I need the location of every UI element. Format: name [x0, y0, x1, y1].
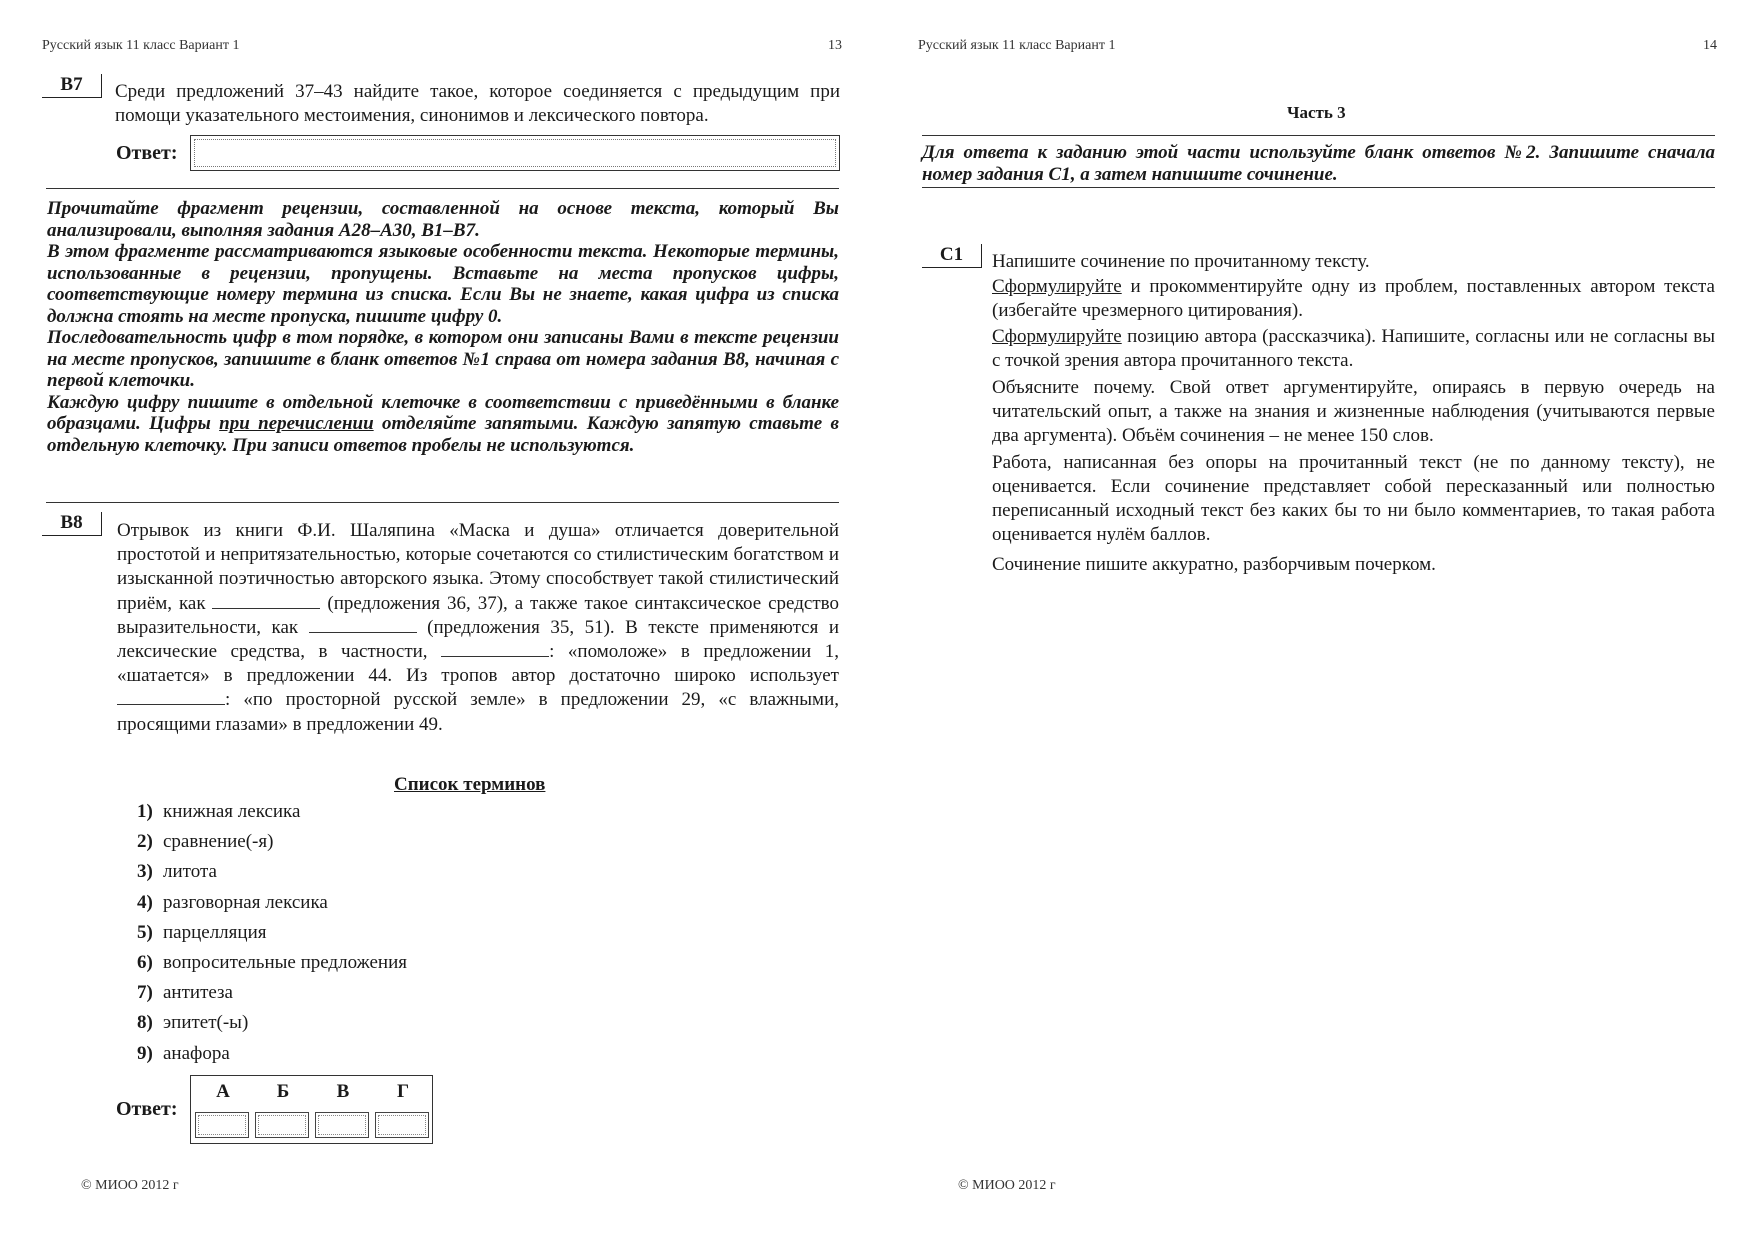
grid-header: В [336, 1081, 350, 1102]
divider [922, 135, 1715, 136]
term-text: анафора [163, 1042, 230, 1064]
page-number: 13 [828, 38, 842, 53]
review-instructions [47, 198, 839, 456]
grid-header: А [216, 1081, 230, 1102]
footer-copyright: © МИОО 2012 г [958, 1178, 1056, 1193]
c1-paragraph: Сочинение пишите аккуратно, разборчивым почерком. [992, 554, 1436, 575]
gap-blank[interactable] [441, 641, 549, 657]
task-label-b7: В7 [42, 74, 102, 98]
term-item [137, 982, 233, 1008]
underlined-verb: Сформулируйте [992, 326, 1122, 347]
page-number: 14 [1703, 38, 1717, 53]
grid-header: Г [396, 1081, 410, 1102]
c1-intro: Напишите сочинение по прочитанному тексту. [992, 251, 1370, 272]
right-page [877, 0, 1754, 1239]
term-item [137, 952, 407, 978]
running-header: Русский язык 11 класс Вариант 1 [918, 38, 1116, 53]
term-text: вопросительные предложения [163, 952, 407, 973]
gap-blank[interactable] [212, 593, 320, 609]
running-header: Русский язык 11 класс Вариант 1 [42, 38, 240, 53]
term-text: разговорная лексика [163, 891, 328, 913]
term-number: 5) [137, 921, 153, 943]
instruction-paragraph: Последовательность цифр в том порядке, в котором они записаны Вами в тексте рецензии на месте пропусков, запишите в бланк ответов №1 справа от номера задания В8, начиная с первой клеточки. [47, 327, 839, 391]
divider [46, 502, 839, 503]
term-number: 8) [137, 1012, 153, 1034]
underlined-verb: Сформулируйте [992, 276, 1122, 297]
term-text: сравнение(-я) [163, 831, 274, 853]
underlined-phrase: при перечислении [219, 413, 374, 434]
answer-cell-g[interactable] [375, 1112, 429, 1138]
term-text: парцелляция [163, 921, 267, 943]
term-number: 3) [137, 861, 153, 883]
term-item [137, 922, 266, 948]
task-label-b8: В8 [42, 512, 102, 536]
term-text: эпитет(-ы) [163, 1012, 249, 1034]
b7-question: Среди предложений 37–43 найдите такое, которое соединяется с предыдущим при помощи указательного местоимения, синонимов и лексического повтора. [115, 81, 840, 126]
c1-paragraph: Объясните почему. Свой ответ аргументируйте, опираясь в первую очередь на читательский опыт, а также на знания и жизненные наблюдения (учитываются первые два аргумента). Объём сочинения – не менее 150 слов. [992, 377, 1715, 446]
term-item [137, 831, 273, 857]
term-text: антитеза [163, 982, 233, 1004]
part-title: Часть 3 [1287, 103, 1346, 122]
terms-list-title: Список терминов [394, 774, 546, 795]
grid-header: Б [276, 1081, 290, 1102]
term-item [137, 861, 217, 887]
divider [46, 188, 839, 189]
term-number: 2) [137, 831, 153, 853]
term-text: книжная лексика [163, 801, 301, 822]
c1-paragraph: Работа, написанная без опоры на прочитанный текст (не по данному тексту), не оценивается. Если сочинение представляет собой пересказанный или полностью переписанный исходный текст без каких бы то ни было комментариев, то такая работа оценивается нулём баллов. [992, 452, 1715, 545]
term-number: 9) [137, 1042, 153, 1064]
term-item [137, 892, 328, 918]
divider [922, 187, 1715, 188]
instruction-paragraph: Прочитайте фрагмент рецензии, составленной на основе текста, который Вы анализировали, выполняя задания А28–А30, В1–В7. [47, 198, 839, 241]
gap-blank[interactable] [117, 689, 225, 705]
b8-answer-grid [190, 1075, 433, 1144]
term-text: литота [163, 861, 217, 883]
b8-review-text: Отрывок из книги Ф.И. Шаляпина «Маска и душа» отличается доверительной простотой и непритязательностью, которые сочетаются со стилистическим богатством и изысканной поэтичностью авторского языка. Этому способствует такой стилистический приём, как (предложения 36, 37), а также такое синтаксическое средство выразительности, как (предложения 35, 51). В тексте применяются и лексические средства, в частности, : «помоложе» в предложении 1, «шатается» в предложении 44. Из тропов автор достаточно широко использует : «по просторной русской земле» в предложении 29, «с влажными, просящими глазами» в предложении 49. [117, 520, 839, 735]
task-label-c1: С1 [922, 244, 982, 268]
term-number: 1) [137, 801, 153, 822]
term-number: 4) [137, 891, 153, 913]
term-item [137, 1043, 230, 1069]
b7-answer-field[interactable] [190, 135, 840, 171]
b7-answer-label: Ответ: [116, 142, 178, 164]
c1-paragraph: Сформулируйте и прокомментируйте одну из проблем, поставленных автором текста (избегайте чрезмерного цитирования). [992, 276, 1715, 321]
b8-answer-label: Ответ: [116, 1098, 178, 1120]
term-item [137, 1012, 248, 1038]
instruction-paragraph: Каждую цифру пишите в отдельной клеточке в соответствии с приведёнными в бланке образцами. Цифры при перечислении отделяйте запятыми. Каждую запятую ставьте в отдельную клеточку. При записи ответов пробелы не используются. [47, 391, 839, 456]
instruction-paragraph: В этом фрагменте рассматриваются языковые особенности текста. Некоторые термины, использованные в рецензии, пропущены. Вставьте на места пропусков цифры, соответствующие номеру термина из списка. Если Вы не знаете, какая цифра из списка должна стоять на месте пропуска, пишите цифру 0. [47, 241, 839, 327]
c1-paragraph: Сформулируйте позицию автора (рассказчика). Напишите, согласны или не согласны вы с точкой зрения автора прочитанного текста. [992, 326, 1715, 371]
term-number: 7) [137, 982, 153, 1004]
answer-cell-b[interactable] [255, 1112, 309, 1138]
answer-cell-a[interactable] [195, 1112, 249, 1138]
answer-cell-v[interactable] [315, 1112, 369, 1138]
term-item [137, 801, 300, 827]
part-instruction: Для ответа к заданию этой части используйте бланк ответов №2. Запишите сначала номер задания С1, а затем напишите сочинение. [922, 142, 1715, 185]
term-number: 6) [137, 952, 153, 973]
footer-copyright: © МИОО 2012 г [81, 1178, 179, 1193]
gap-blank[interactable] [309, 617, 417, 633]
